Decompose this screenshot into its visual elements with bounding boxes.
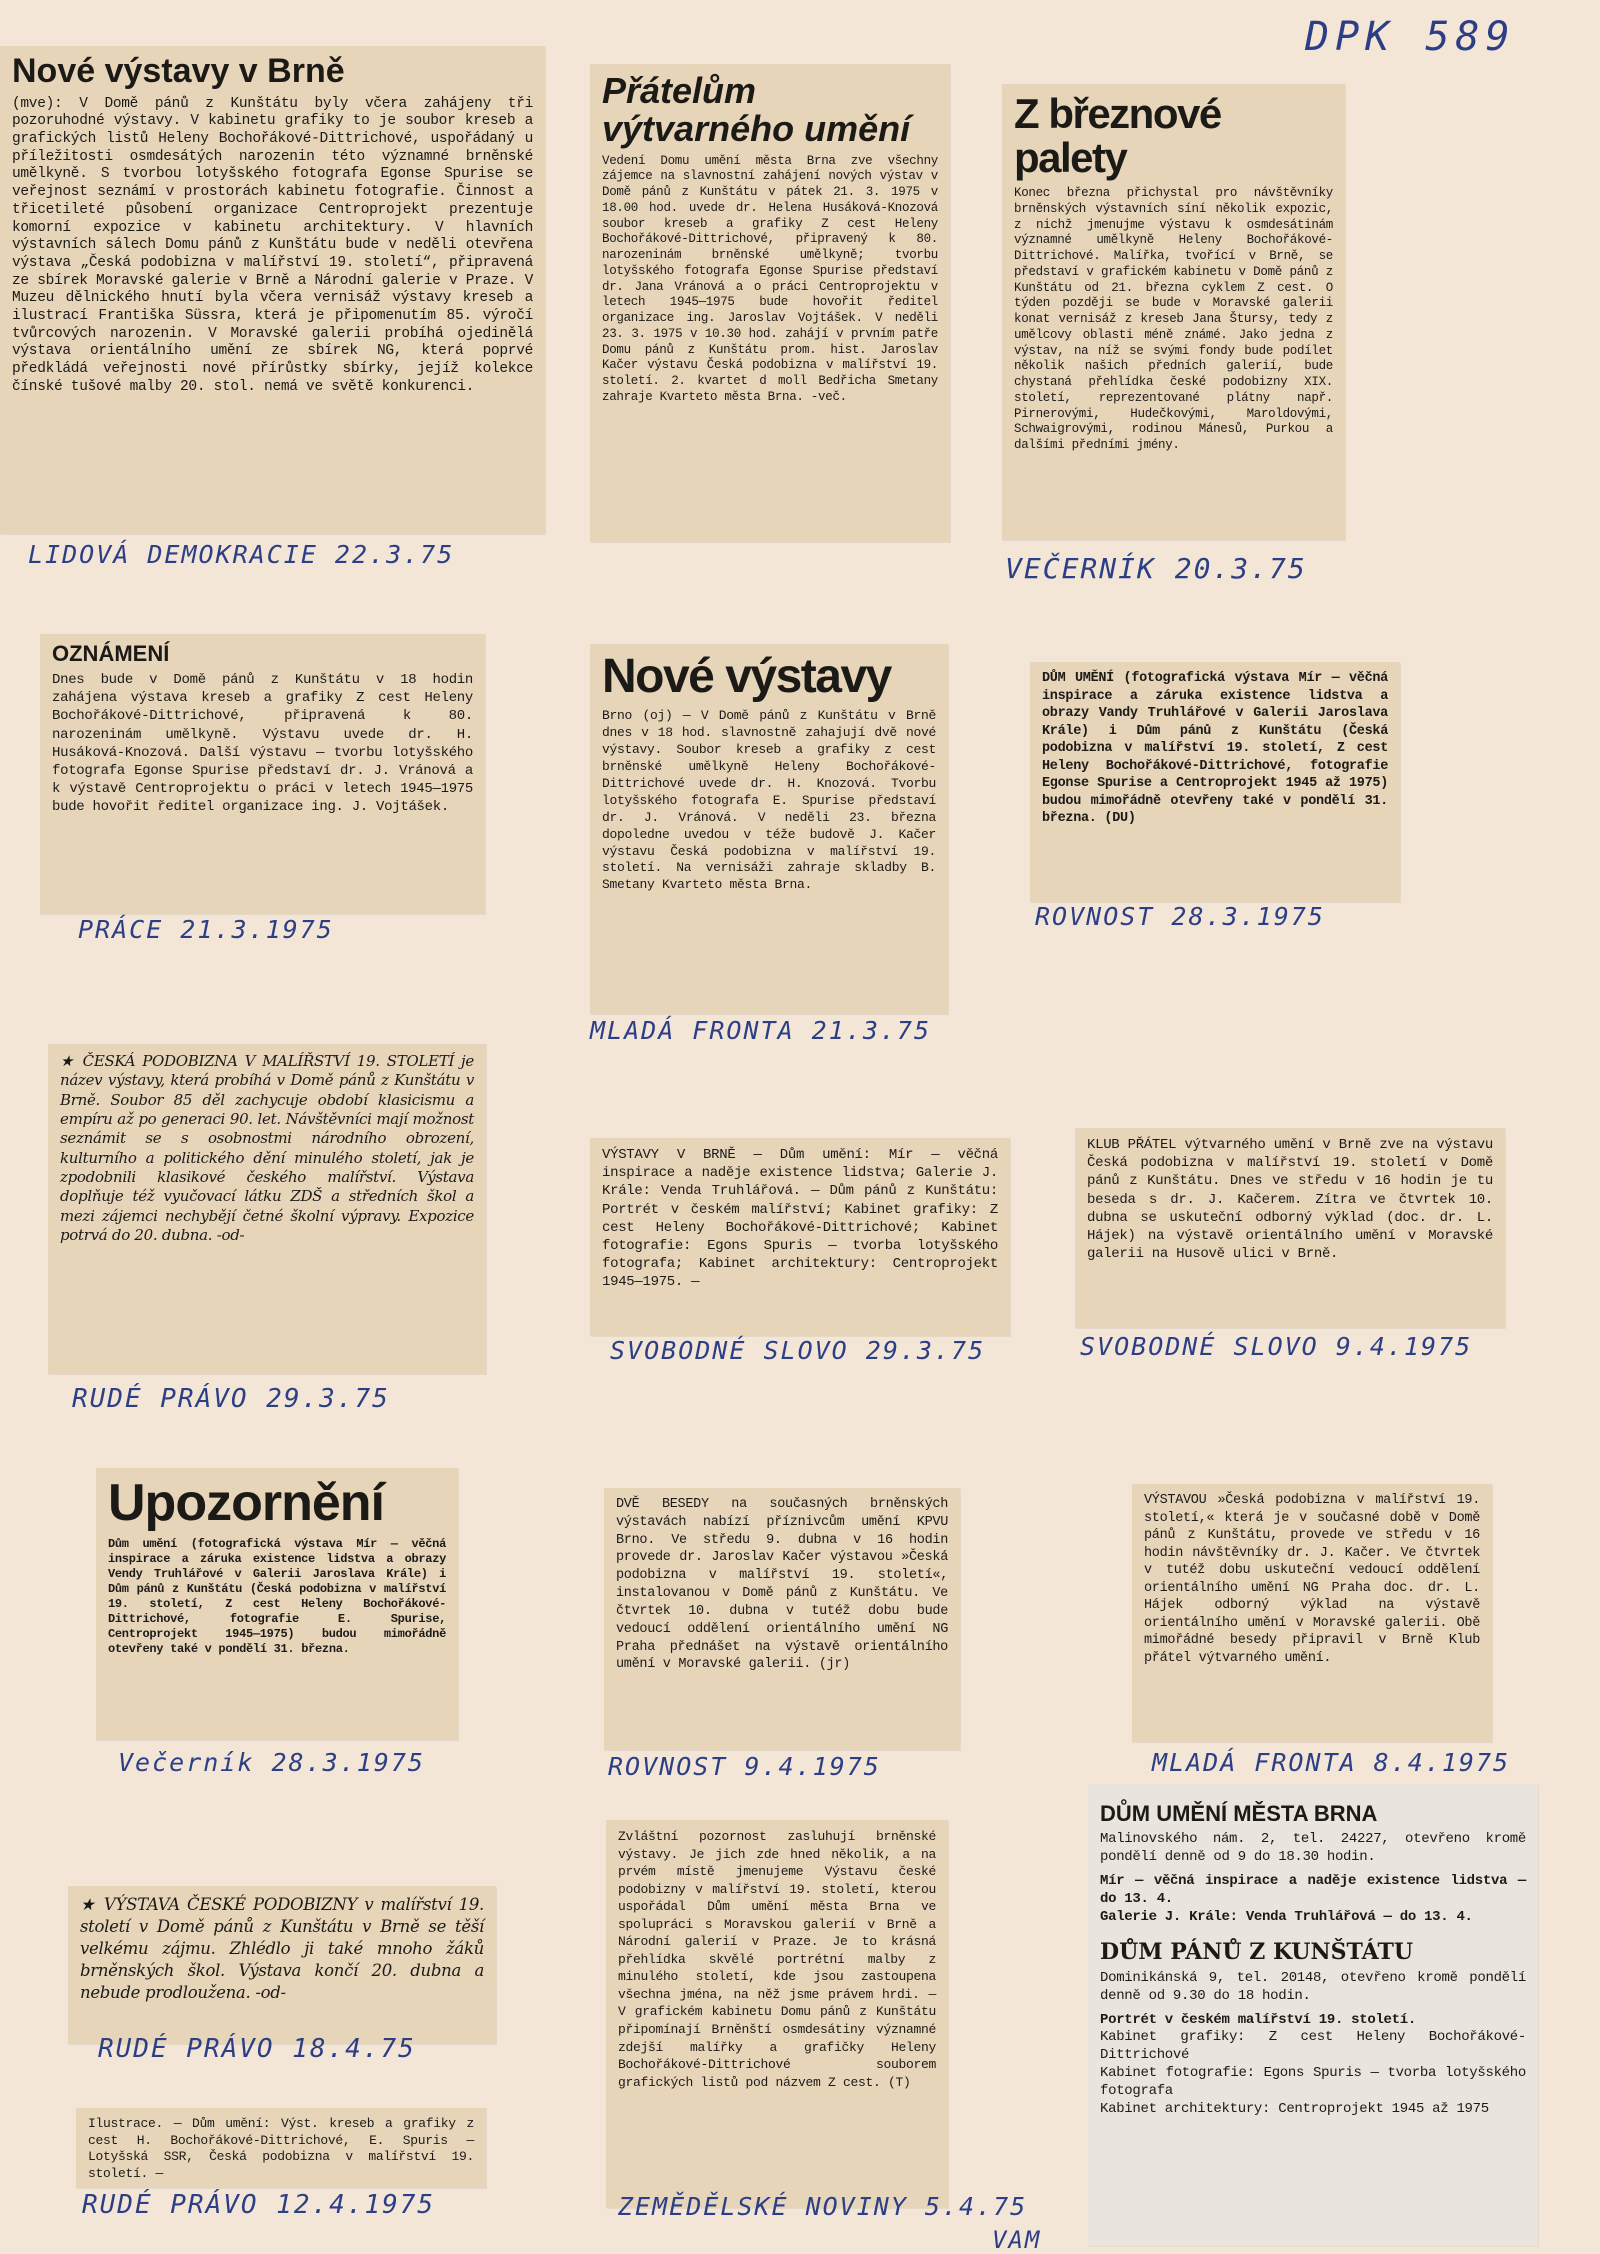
clipping-source: VEČERNÍK 20.3.75 xyxy=(1005,552,1307,585)
clipping-mlada-fronta-nove xyxy=(590,644,948,1014)
clipping-body: Dnes bude v Domě pánů z Kunštátu v 18 hodin zahájena výstava kreseb a grafiky Z cest Heleny Bochořákové-Dittrichové, připravená k 80. narozeninám umělkyně. Výstavu uvede dr. H. Husáková-Knozová. Další výstavu — tvorbu lotyšského fotografa Egonse Spurise představí dr. J. Vránová a k výstavě Centroprojektu o práci v letech 1945—1975 bude hovořit ředitel organizace ing. J. Vojtášek. xyxy=(52,672,473,816)
clipping-body: VÝSTAVOU »Česká podobizna v malířství 19. století,« která je v současné době v Domě pánů z Kunštátu, provede ve středu v 16 hodin návštěvníky dr. J. Kačer. Ve čtvrtek v tutéž dobu uskuteční vedoucí oddělení orientálního umění NG Praha doc. dr. L. Hájek odborný výklad na výstavě orientálního umění v Moravské galerii. Obě mimořádné besedy připravil v Brně Klub přátel výtvarného umění. xyxy=(1144,1493,1480,1666)
listing-item: Kabinet fotografie: Egons Spuris — tvorba lotyšského fotografa xyxy=(1100,2065,1526,2100)
archive-mark: DPK 589 xyxy=(1305,14,1516,60)
clipping-vecernik-breznove xyxy=(1002,84,1345,540)
listing-item: Mír — věčná inspirace a naděje existence lidstva — do 13. 4. xyxy=(1100,1872,1526,1907)
clipping-source: ZEMĚDĚLSKÉ NOVINY 5.4.75 xyxy=(618,2192,1028,2221)
clipping-headline: Přátelům výtvarného umění xyxy=(602,70,911,149)
clipping-body: ★ ČESKÁ PODOBIZNA V MALÍŘSTVÍ 19. STOLETÍ je název výstavy, která probíhá v Domě pánů z Kunštátu v Brně. Soubor 85 děl zachycuje období klasicismu a empíru až po generaci 90. let. Návštěvníci mají možnost seznámit se s osobnostmi národního obrození, kulturního a politického dění minulého století, jak je zpodobnili klasikové českého malířství. Výstava doplňuje též vyučovací látku ZDŠ a středních škol a mezi zájemci nechybějí četné školní výpravy. Expozice potrvá do 20. dubna. -od- xyxy=(60,1052,474,1245)
clipping-body: Ilustrace. — Dům umění: Výst. kreseb a grafiky z cest H. Bochořákové-Dittrichové, E. Spuris — Lotyšská SSR, Česká podobizna v malířství 19. století. — xyxy=(88,2116,474,2181)
listing-title-dum-umeni: DŮM UMĚNÍ MĚSTA BRNA xyxy=(1100,1801,1378,1826)
clipping-headline: Z březnové palety xyxy=(1014,90,1221,182)
clipping-zemedelske-noviny xyxy=(606,1820,948,2208)
clipping-source: RUDÉ PRÁVO 29.3.75 xyxy=(72,1384,390,1414)
clipping-rude-pravo-ilustrace xyxy=(76,2108,486,2188)
clipping-body: Zvláštní pozornost zasluhují brněnské výstavy. Je jich zde hned několik, a na prvém místě jmenujeme Výstavu české podobizny v malířství 19. století, kterou uspořádal Dům umění města Brna ve spolupráci s Moravskou galerií v Brně a Národní galerií v Praze. Je to krásná přehlídka skvělé portrétní malby z minulého století, kde jsou zastoupena všechna jména, na něž jsme právem hrdi. — V grafickém kabinetu Domu pánů z Kunštátu připomínají Brněnští osmdesátiny významné zdejší malířky a grafičky Heleny Bochořákové-Dittrichové souborem grafických listů pod názvem Z cest. (T) xyxy=(618,1829,936,2090)
listing-item: Galerie J. Krále: Venda Truhlářová — do 13. 4. xyxy=(1100,1908,1473,1925)
clipping-source: SVOBODNÉ SLOVO 9.4.1975 xyxy=(1080,1332,1473,1361)
clipping-rude-pravo-podobizna xyxy=(48,1044,486,1374)
clipping-mlada-fronta-vystavou xyxy=(1132,1484,1492,1742)
clipping-body: KLUB PŘÁTEL výtvarného umění v Brně zve na výstavu Česká podobizna v malířství 19. století v Domě pánů z Kunštátu. Dnes ve středu v 16 hodin je tu beseda s dr. J. Kačerem. Zítra ve čtvrtek 10. dubna se uskuteční odborný výklad (doc. dr. L. Hájek) na výstavě orientálního umění v Moravské galerii na Husově ulici v Brně. xyxy=(1087,1137,1493,1263)
clipping-body: Konec března přichystal pro návštěvníky brněnských výstavních síní několik expozic, z nichž jmenujme výstavu k osmdesátinám významné umělkyně Heleny Bochořákové-Dittrichové. Malířka, tvořící v Brně, se představí v grafickém kabinetu v Domě pánů z Kunštátu od 21. března cyklem Z cest. O týden později se bude v Moravské galerii konat vernisáž z kreseb Jana Štursy, tedy z umělcovy oblasti méně známé. Jako jedna z výstav, na níž se svými fondy bude podílet několik našich předních galerií, bude chystaná přehlídka české podobizny XIX. století, reprezentované plátny např. Pirnerovými, Hudečkovými, Maroldovými, Schwaigrovými, rodinou Mánesů, Purkou a dalšími předními jmény. xyxy=(1014,186,1333,453)
clipping-body: (mve): V Domě pánů z Kunštátu byly včera zahájeny tři pozoruhodné výstavy. V kabinetu grafiky to je soubor kreseb a grafických listů Heleny Bochořákové-Dittrichové, uspořádaný u příležitosti osmdesátých narozenin této významné brněnské umělkyně. S tvorbou lotyšského fotografa Egonse Spurise se veřejnost seznámí v prostorách kabinetu fotografie. Činnost a třicetileté působení organizace Centroprojekt prezentuje komorní expozice v kabinetu architektury. V hlavních výstavních sálech Domu pánů z Kunštátu bude v neděli otevřena výstava „Česká podobizna v malířství 19. století“, připravená ze sbírek Moravské galerie v Brně a Národní galerie v Praze. V Muzeu dělnického hnutí byla včera vernisáž výstavy kreseb a ilustrací Františka Süssra, která je připomenutím 85. výročí tvůrcových narozenin. V Moravské galerii probíhá ojedinělá výstava orientálního umění ze sbírek NG, která poprvé předkládá veřejnosti nové přírůstky sbírky, jejíž kolekce čínské tušové malby 20. stol. nemá ve světě konkurenci. xyxy=(12,95,533,395)
clipping-source: LIDOVÁ DEMOKRACIE 22.3.75 xyxy=(28,540,455,569)
clipping-headline: OZNÁMENÍ xyxy=(52,641,170,666)
clipping-rude-pravo-vystava xyxy=(68,1886,496,2044)
clipping-source: RUDÉ PRÁVO 18.4.75 xyxy=(98,2034,416,2064)
listing-item: Portrét v českém malířství 19. století. xyxy=(1100,2011,1416,2028)
clipping-body: ★ VÝSTAVA ČESKÉ PODOBIZNY v malířství 19. století v Domě pánů z Kunštátu v Brně se těší velkému zájmu. Zhlédlo ji také mnoho žáků brněnských škol. Výstava končí 20. dubna a nebude prodloužena. -od- xyxy=(80,1895,484,2002)
clipping-body: DŮM UMĚNÍ (fotografická výstava Mír — věčná inspirace a záruka existence lidstva a obrazy Vandy Truhlářové v Galerii Jaroslava Krále) i Dům pánů z Kunštátu (Česká podobizna v malířství 19. století, Z cest Heleny Bochořákové-Dittrichové, fotografie Egonse Spurise a Centroprojekt 1945 až 1975) budou mimořádně otevřeny také v pondělí 31. března. (DU) xyxy=(1042,671,1388,827)
listing-item: Kabinet architektury: Centroprojekt 1945 až 1975 xyxy=(1100,2101,1489,2118)
clipping-source: SVOBODNÉ SLOVO 29.3.75 xyxy=(610,1336,986,1365)
clipping-body: Brno (oj) — V Domě pánů z Kunštátu v Brně dnes v 18 hod. slavnostně zahajují dvě nové výstavy. Soubor kreseb a grafiky z cest brněnské umělkyně Heleny Bochořákové-Dittrichové uvede dr. H. Knozová. Tvorbu lotyšského fotografa E. Spurise představí dr. J. Vránová. V neděli 23. března dopoledne uvedou v téže budově J. Kačer výstavu Česká podobizna v malířství 19. století. Na vernisáži zahraje skladby B. Smetany Kvarteto města Brna. xyxy=(602,708,936,893)
clipping-source: PRÁCE 21.3.1975 xyxy=(78,915,334,944)
clipping-source: MLADÁ FRONTA 8.4.1975 xyxy=(1152,1748,1511,1777)
exhibition-listing xyxy=(1088,1784,1538,2246)
clipping-vecernik-upozorneni xyxy=(96,1468,458,1740)
clipping-svobodne-slovo-vystavy xyxy=(590,1138,1010,1336)
clipping-prace-oznameni xyxy=(40,634,485,914)
listing-address: Malinovského nám. 2, tel. 24227, otevřeno kromě pondělí denně od 9 do 18.30 hodin. xyxy=(1100,1831,1526,1865)
clipping-source: ROVNOST 9.4.1975 xyxy=(608,1752,881,1781)
clipping-headline: Nové výstavy v Brně xyxy=(12,52,345,90)
clipping-body: DVĚ BESEDY na současných brněnských výstavách nabízí příznivcům umění KPVU Brno. Ve středu 9. dubna v 16 hodin provede dr. Jaroslav Kačer výstavou »Česká podobizna v malířství 19. století«, instalovanou v Domě pánů z Kunštátu. Ve čtvrtek 10. dubna v tutéž dobu bude vedoucí oddělení orientálního umění NG Praha přednášet na výstavě orientálního umění v Moravské galerii. (jr) xyxy=(616,1497,948,1673)
listing-item: Kabinet grafiky: Z cest Heleny Bochořákové-Dittrichové xyxy=(1100,2029,1526,2064)
clipping-headline: Upozornění xyxy=(108,1474,384,1532)
clipping-body: Vedení Domu umění města Brna zve všechny zájemce na slavnostní zahájení nových výstav v Domě pánů z Kunštátu v pátek 21. 3. 1975 v 18.00 hod. uvede dr. Helena Husáková-Knozová soubor kreseb a grafiky Z cest Heleny Bochořákové-Dittrichové, připravený k 80. narozeninám brněnské umělkyně; tvorbu lotyšského fotografa Egonse Spurise představí dr. Jana Vránová a o práci Centroprojektu v letech 1945—1975 bude hovořit ředitel organizace ing. Jaroslav Vojtášek. V neděli 23. 3. 1975 v 10.30 hod. zahájí v prvním patře Domu pánů z Kunštátu prom. hist. Jaroslav Kačer výstavu Česká podobizna v malířství 19. století. 2. kvartet d moll Bedřicha Smetany zahraje Kvarteto města Brna. -več. xyxy=(602,153,938,404)
clipping-rovnost-dum-umeni xyxy=(1030,662,1400,902)
clipping-source: ROVNOST 28.3.1975 xyxy=(1035,902,1325,931)
clipping-svobodne-slovo-klub xyxy=(1075,1128,1505,1328)
clipping-source: Večerník 28.3.1975 xyxy=(118,1748,425,1777)
listing-title-dum-panu: DŮM PÁNŮ Z KUNŠTÁTU xyxy=(1100,1938,1414,1965)
clipping-body: Dům umění (fotografická výstava Mír — věčná inspirace a záruka existence lidstva a obrazy Vendy Truhlářové v Galerii Jaroslava Krále) i Dům pánů z Kunštátu (Česká podobizna v malířství 19. století, Z cest Heleny Bochořákové-Dittrichové, fotografie E. Spurise, Centroprojekt 1945—1975) budou mimořádně otevřeny také v pondělí 31. března. xyxy=(108,1536,446,1657)
clipping-rovnost-besedy xyxy=(604,1488,960,1750)
clipping-lidova-demokracie xyxy=(0,46,545,534)
clipping-source: RUDÉ PRÁVO 12.4.1975 xyxy=(82,2190,436,2220)
bottom-mark: VAM xyxy=(992,2226,1042,2254)
clipping-headline: Nové výstavy xyxy=(602,650,891,703)
listing-address: Dominikánská 9, tel. 20148, otevřeno kromě pondělí denně od 9.30 do 18 hodin. xyxy=(1100,1969,1526,2004)
clipping-source: MLADÁ FRONTA 21.3.75 xyxy=(590,1016,932,1045)
clipping-vyzva-pratelum xyxy=(590,64,950,542)
clipping-body: VÝSTAVY V BRNĚ — Dům umění: Mír — věčná inspirace a naděje existence lidstva; Galerie J. Krále: Venda Truhlářová. — Dům pánů z Kunštátu: Portrét v českém malířství; Kabinet grafiky: Z cest Heleny Bochořákové-Dittrichové; Kabinet fotografie: Egons Spuris — tvorba lotyšského fotografa; Kabinet architektury: Centroprojekt 1945—1975. — xyxy=(602,1147,998,1291)
